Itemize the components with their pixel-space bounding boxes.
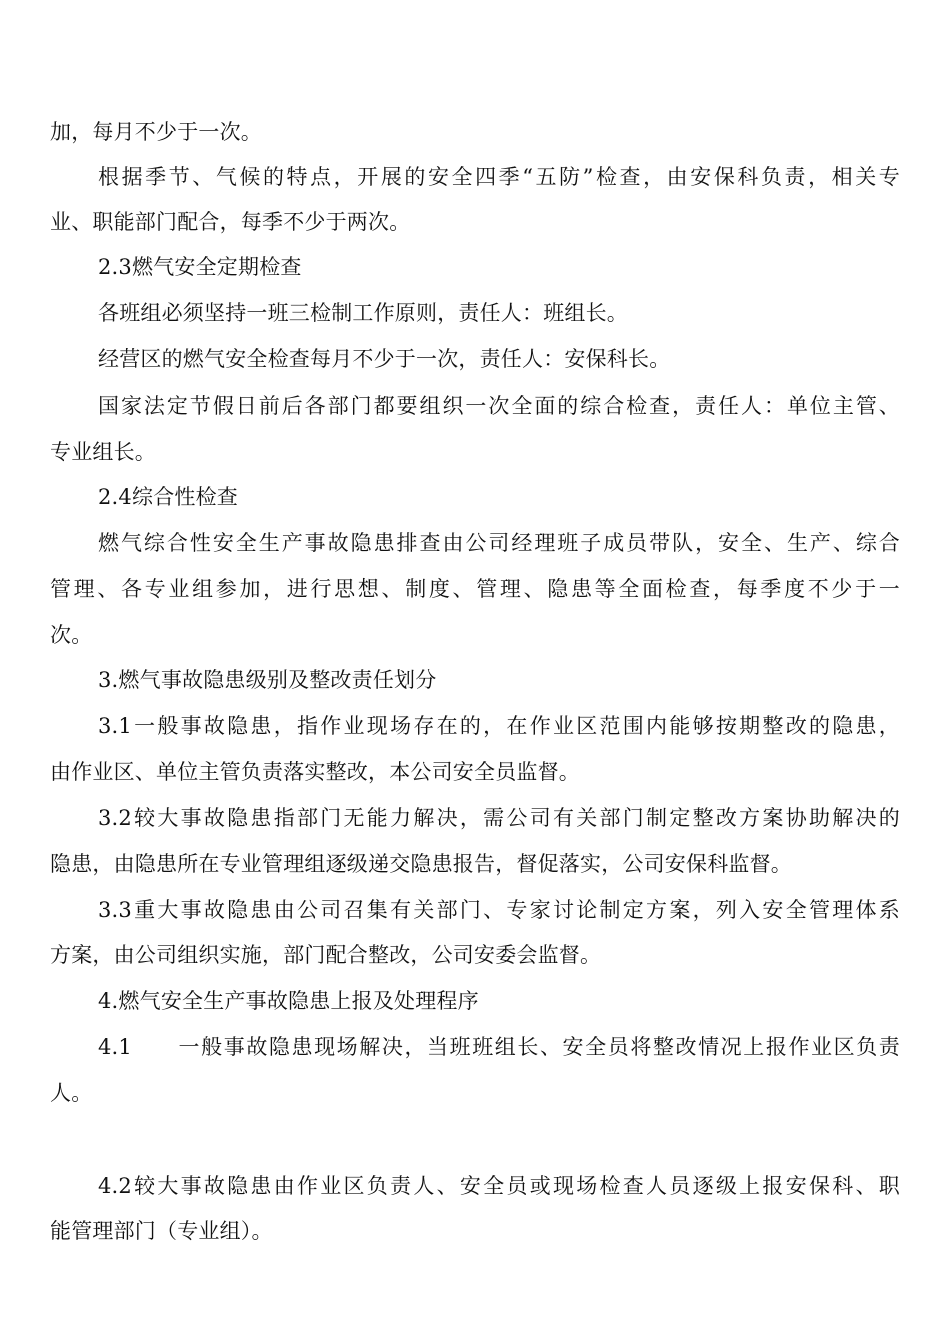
text-line: 燃气综合性安全生产事故隐患排查由公司经理班子成员带队，安全、生产、综合: [98, 531, 900, 555]
section-heading: 4.燃气安全生产事故隐患上报及处理程序: [98, 989, 479, 1013]
text-line: 管理、各专业组参加，进行思想、制度、管理、隐患等全面检查，每季度不少于一: [50, 577, 900, 601]
text-line: 次。: [50, 623, 93, 647]
text-line: 4.2较大事故隐患由作业区负责人、安全员或现场检查人员逐级上报安保科、职: [98, 1174, 900, 1198]
section-heading: 2.3燃气安全定期检查: [98, 255, 302, 279]
text-line: 业、职能部门配合，每季不少于两次。: [50, 210, 411, 234]
text-line: 3.1一般事故隐患，指作业现场存在的，在作业区范围内能够按期整改的隐患，: [98, 714, 900, 738]
text-line: 经营区的燃气安全检查每月不少于一次，责任人：安保科长。: [98, 347, 671, 371]
text-line: 4.1 一般事故隐患现场解决，当班班组长、安全员将整改情况上报作业区负责: [98, 1035, 900, 1059]
text-line: 能管理部门（专业组）。: [50, 1219, 273, 1243]
text-line: 根据季节、气候的特点，开展的安全四季“五防”检查，由安保科负责，相关专: [98, 165, 900, 189]
text-line: 方案，由公司组织实施，部门配合整改，公司安委会监督。: [50, 943, 602, 967]
text-line: 加，每月不少于一次。: [50, 120, 262, 144]
text-line: 国家法定节假日前后各部门都要组织一次全面的综合检查，责任人：单位主管、: [98, 394, 900, 418]
text-line: 各班组必须坚持一班三检制工作原则，责任人：班组长。: [98, 301, 628, 325]
section-heading: 2.4综合性检查: [98, 485, 238, 509]
text-line: 3.2较大事故隐患指部门无能力解决，需公司有关部门制定整改方案协助解决的: [98, 806, 900, 830]
text-line: 专业组长。: [50, 440, 156, 464]
section-heading: 3.燃气事故隐患级别及整改责任划分: [98, 668, 437, 692]
text-line: 隐患，由隐患所在专业管理组逐级递交隐患报告，督促落实，公司安保科监督。: [50, 852, 792, 876]
text-line: 由作业区、单位主管负责落实整改，本公司安全员监督。: [50, 760, 580, 784]
text-line: 3.3重大事故隐患由公司召集有关部门、专家讨论制定方案，列入安全管理体系: [98, 898, 900, 922]
text-line: 人。: [50, 1081, 93, 1105]
